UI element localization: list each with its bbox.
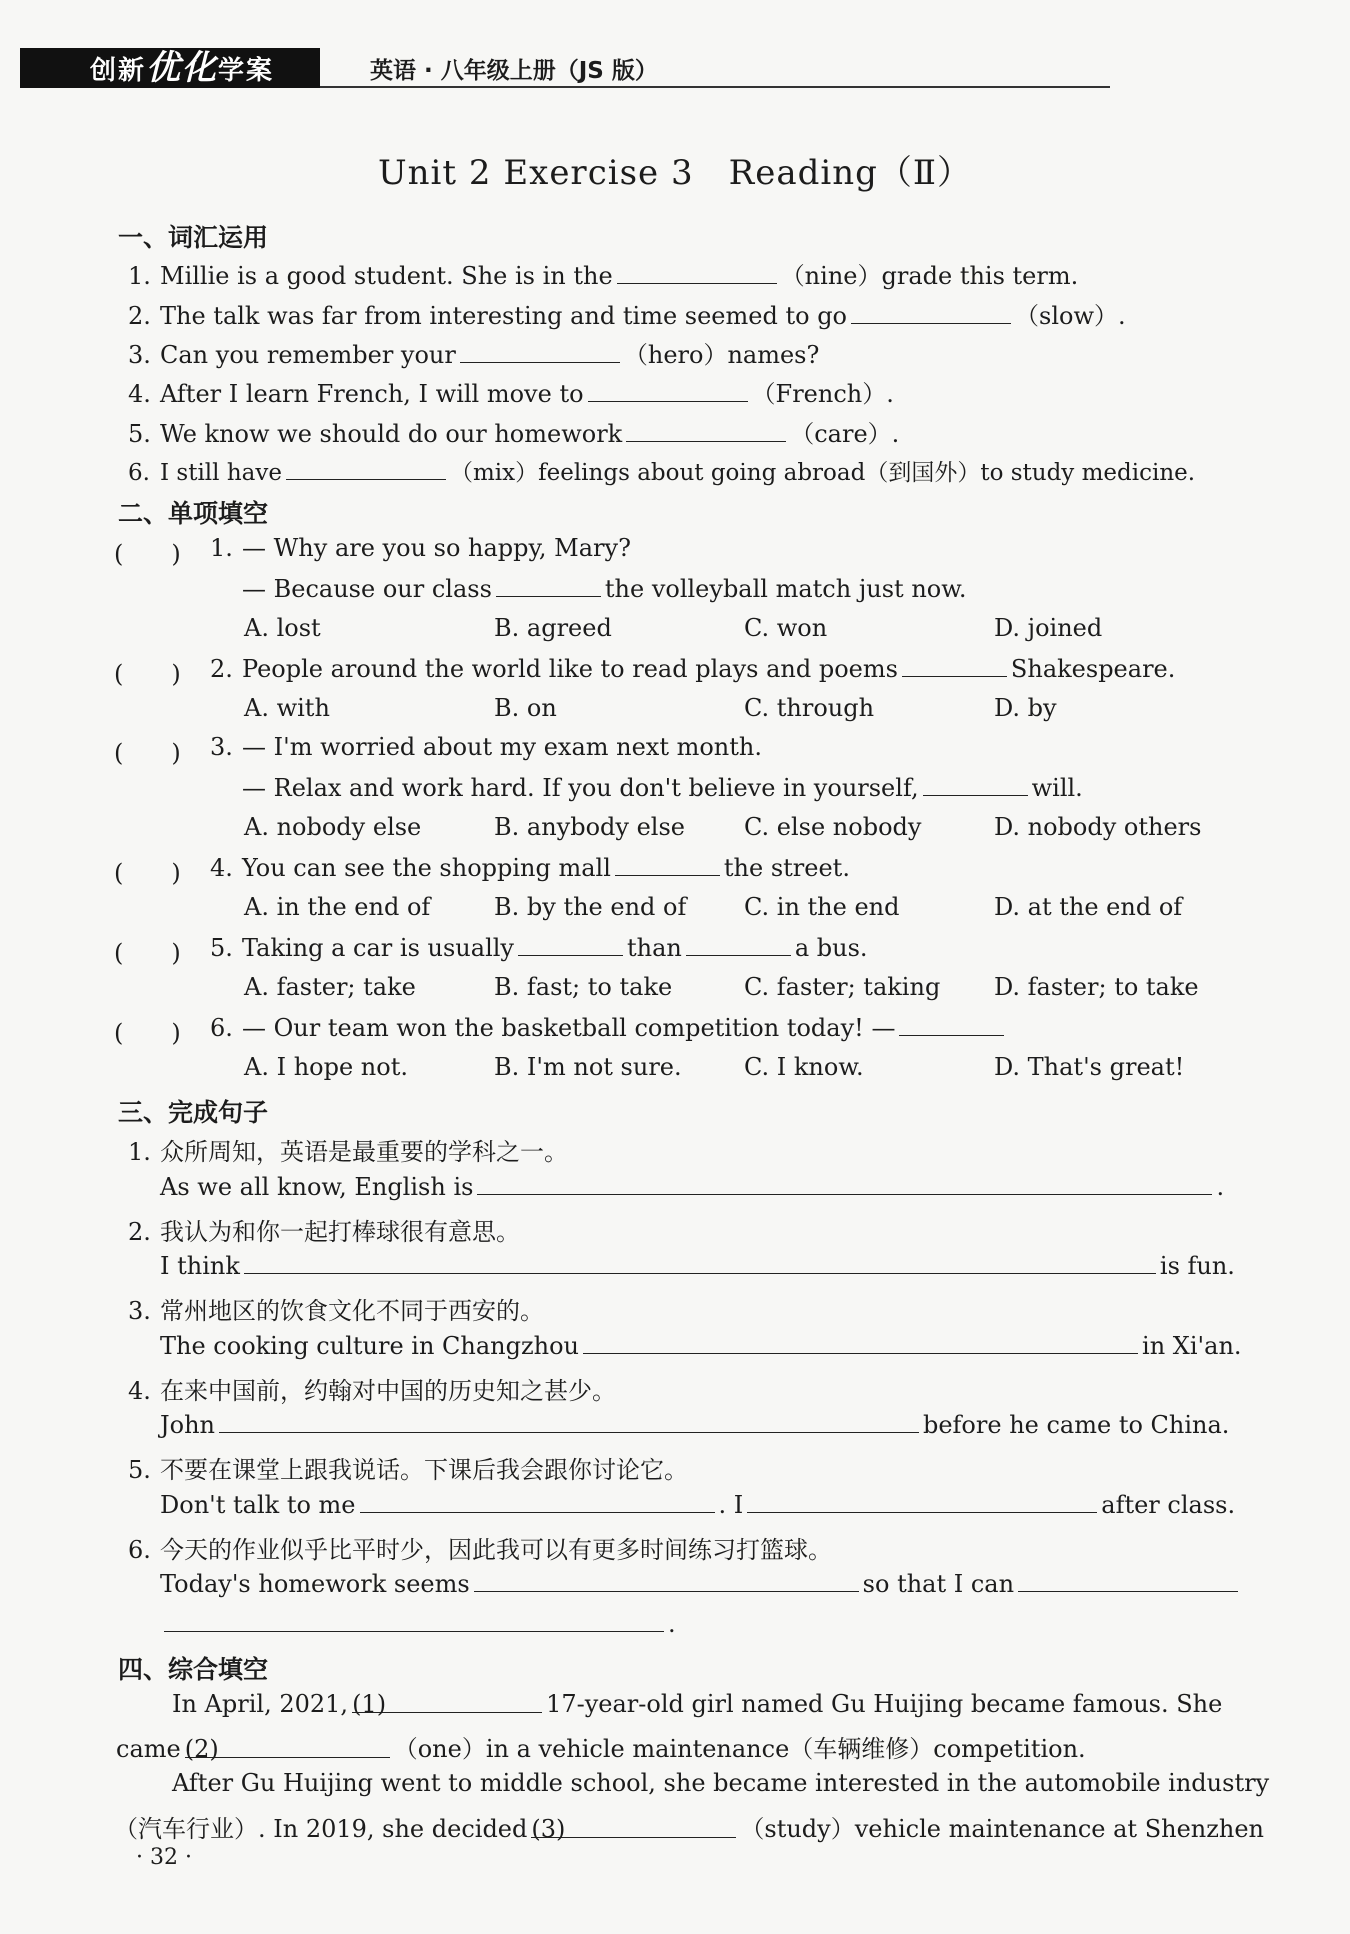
mc-q5-option-c[interactable]: C. faster; taking [744,973,941,1001]
sentence-3-english: The cooking culture in Changzhou in Xi'an. [160,1332,1242,1360]
answer-blank[interactable] [518,933,623,956]
mc-q6-option-c[interactable]: C. I know. [744,1053,864,1081]
sentence-6-chinese: 6. 今天的作业似乎比平时少，因此我可以有更多时间练习打篮球。 [128,1536,832,1564]
answer-blank[interactable] [286,457,446,480]
mc-q3-option-a[interactable]: A. nobody else [244,813,422,841]
unit-title: Unit 2 Exercise 3 Reading（Ⅱ） [377,153,973,193]
mc-q1-option-a[interactable]: A. lost [244,614,321,642]
cloze-line-2: came (2) （one）in a vehicle maintenance（车辆维修）competition. [116,1735,1086,1763]
cloze-blank-3[interactable]: (3) [531,1815,736,1838]
answer-blank[interactable] [923,773,1028,796]
mc-q3-line1: 3. — I'm worried about my exam next month. [210,733,762,761]
mc-q5-option-a[interactable]: A. faster; take [244,973,416,1001]
mc-q2-option-c[interactable]: C. through [744,694,875,722]
vocab-item-1: 1. Millie is a good student. She is in the （nine）grade this term. [128,262,1079,290]
answer-blank[interactable] [617,261,777,284]
mc-q2-option-a[interactable]: A. with [244,694,330,722]
answer-blank[interactable] [219,1410,919,1433]
answer-blank[interactable] [477,1172,1212,1195]
vocab-item-4: 4. After I learn French, I will move to （French）. [128,380,894,408]
answer-blank[interactable] [583,1331,1138,1354]
cloze-blank-1[interactable]: (1) [352,1690,542,1713]
vocab-item-3: 3. Can you remember your （hero）names? [128,341,820,369]
answer-blank[interactable] [474,1569,859,1592]
cloze-blank-2[interactable]: (2) [185,1735,390,1758]
cloze-line-1: In April, 2021, (1) 17-year-old girl named Gu Huijing became famous. She [172,1690,1223,1718]
sentence-2-english: I think is fun. [160,1252,1235,1280]
brand-logo: 创新优化学案 [20,48,320,88]
answer-paren[interactable]: ( ) [114,540,181,568]
book-title: 英语 · 八年级上册（JS 版） [370,58,658,84]
mc-q1-line1: 1. — Why are you so happy, Mary? [210,534,631,562]
sentence-4-english: John before he came to China. [160,1411,1230,1439]
mc-q3-option-b[interactable]: B. anybody else [494,813,685,841]
vocab-item-6: 6. I still have （mix）feelings about going abroad（到国外）to study medicine. [128,454,1195,487]
answer-blank[interactable] [1018,1569,1238,1592]
mc-q6-line1: 6. — Our team won the basketball competition today! — [210,1013,1008,1042]
mc-q4-option-b[interactable]: B. by the end of [494,893,687,921]
answer-paren[interactable]: ( ) [114,859,181,887]
mc-q1-line2: — Because our class the volleyball match just now. [242,575,967,603]
section-heading-cloze: 四、综合填空 [118,1655,269,1684]
answer-blank[interactable] [851,301,1011,324]
mc-q5-line1: 5. Taking a car is usually than a bus. [210,934,868,962]
mc-q5-option-d[interactable]: D. faster; to take [994,973,1199,1001]
answer-blank[interactable] [244,1251,1156,1274]
sentence-5-english: Don't talk to me . I after class. [160,1491,1236,1519]
mc-q4-option-c[interactable]: C. in the end [744,893,900,921]
mc-q3-option-c[interactable]: C. else nobody [744,813,922,841]
answer-blank[interactable] [496,574,601,597]
answer-blank[interactable] [626,419,786,442]
answer-paren[interactable]: ( ) [114,939,181,967]
sentence-1-english: As we all know, English is . [160,1173,1225,1201]
sentence-2-chinese: 2. 我认为和你一起打棒球很有意思。 [128,1218,520,1246]
mc-q6-option-b[interactable]: B. I'm not sure. [494,1053,682,1081]
answer-blank[interactable] [615,853,720,876]
page-header [20,48,1260,88]
mc-q3-line2: — Relax and work hard. If you don't believe in yourself, will. [242,774,1083,802]
sentence-6-english: Today's homework seems so that I can [160,1569,1242,1598]
sentence-1-chinese: 1. 众所周知，英语是最重要的学科之一。 [128,1138,568,1166]
sentence-5-chinese: 5. 不要在课堂上跟我说话。下课后我会跟你讨论它。 [128,1456,688,1484]
cloze-line-4: （汽车行业）. In 2019, she decided (3) （study）vehicle maintenance at Shenzhen [114,1815,1265,1843]
mc-q4-option-d[interactable]: D. at the end of [994,893,1183,921]
mc-q1-option-d[interactable]: D. joined [994,614,1103,642]
mc-q6-option-a[interactable]: A. I hope not. [244,1053,408,1081]
sentence-3-chinese: 3. 常州地区的饮食文化不同于西安的。 [128,1297,544,1325]
answer-paren[interactable]: ( ) [114,1019,181,1047]
answer-blank[interactable] [902,654,1007,677]
answer-paren[interactable]: ( ) [114,739,181,767]
page-number: · 32 · [136,1845,192,1870]
answer-blank[interactable] [686,933,791,956]
answer-paren[interactable]: ( ) [114,660,181,688]
vocab-item-5: 5. We know we should do our homework （care）. [128,420,900,448]
mc-q1-option-b[interactable]: B. agreed [494,614,612,642]
section-heading-sentences: 三、完成句子 [118,1098,269,1127]
mc-q3-option-d[interactable]: D. nobody others [994,813,1202,841]
mc-q2-option-d[interactable]: D. by [994,694,1057,722]
cloze-line-3: After Gu Huijing went to middle school, she became interested in the automobile industry [172,1769,1270,1797]
section-heading-vocab: 一、词汇运用 [118,223,269,252]
mc-q4-option-a[interactable]: A. in the end of [244,893,431,921]
mc-q1-option-c[interactable]: C. won [744,614,828,642]
section-heading-mc: 二、单项填空 [118,499,269,528]
mc-q5-option-b[interactable]: B. fast; to take [494,973,673,1001]
vocab-item-2: 2. The talk was far from interesting and time seemed to go （slow）. [128,302,1126,330]
mc-q2-option-b[interactable]: B. on [494,694,557,722]
sentence-4-chinese: 4. 在来中国前，约翰对中国的历史知之甚少。 [128,1377,616,1405]
answer-blank[interactable] [164,1609,664,1632]
mc-q6-option-d[interactable]: D. That's great! [994,1053,1185,1081]
sentence-6-continuation: . [160,1609,676,1638]
header-rule [320,86,1110,88]
answer-blank[interactable] [460,340,620,363]
answer-blank[interactable] [588,379,748,402]
mc-q4-line1: 4. You can see the shopping mall the street. [210,854,850,882]
mc-q2-line1: 2. People around the world like to read plays and poems Shakespeare. [210,655,1176,683]
answer-blank[interactable] [360,1490,715,1513]
answer-blank[interactable] [899,1013,1004,1036]
answer-blank[interactable] [747,1490,1097,1513]
